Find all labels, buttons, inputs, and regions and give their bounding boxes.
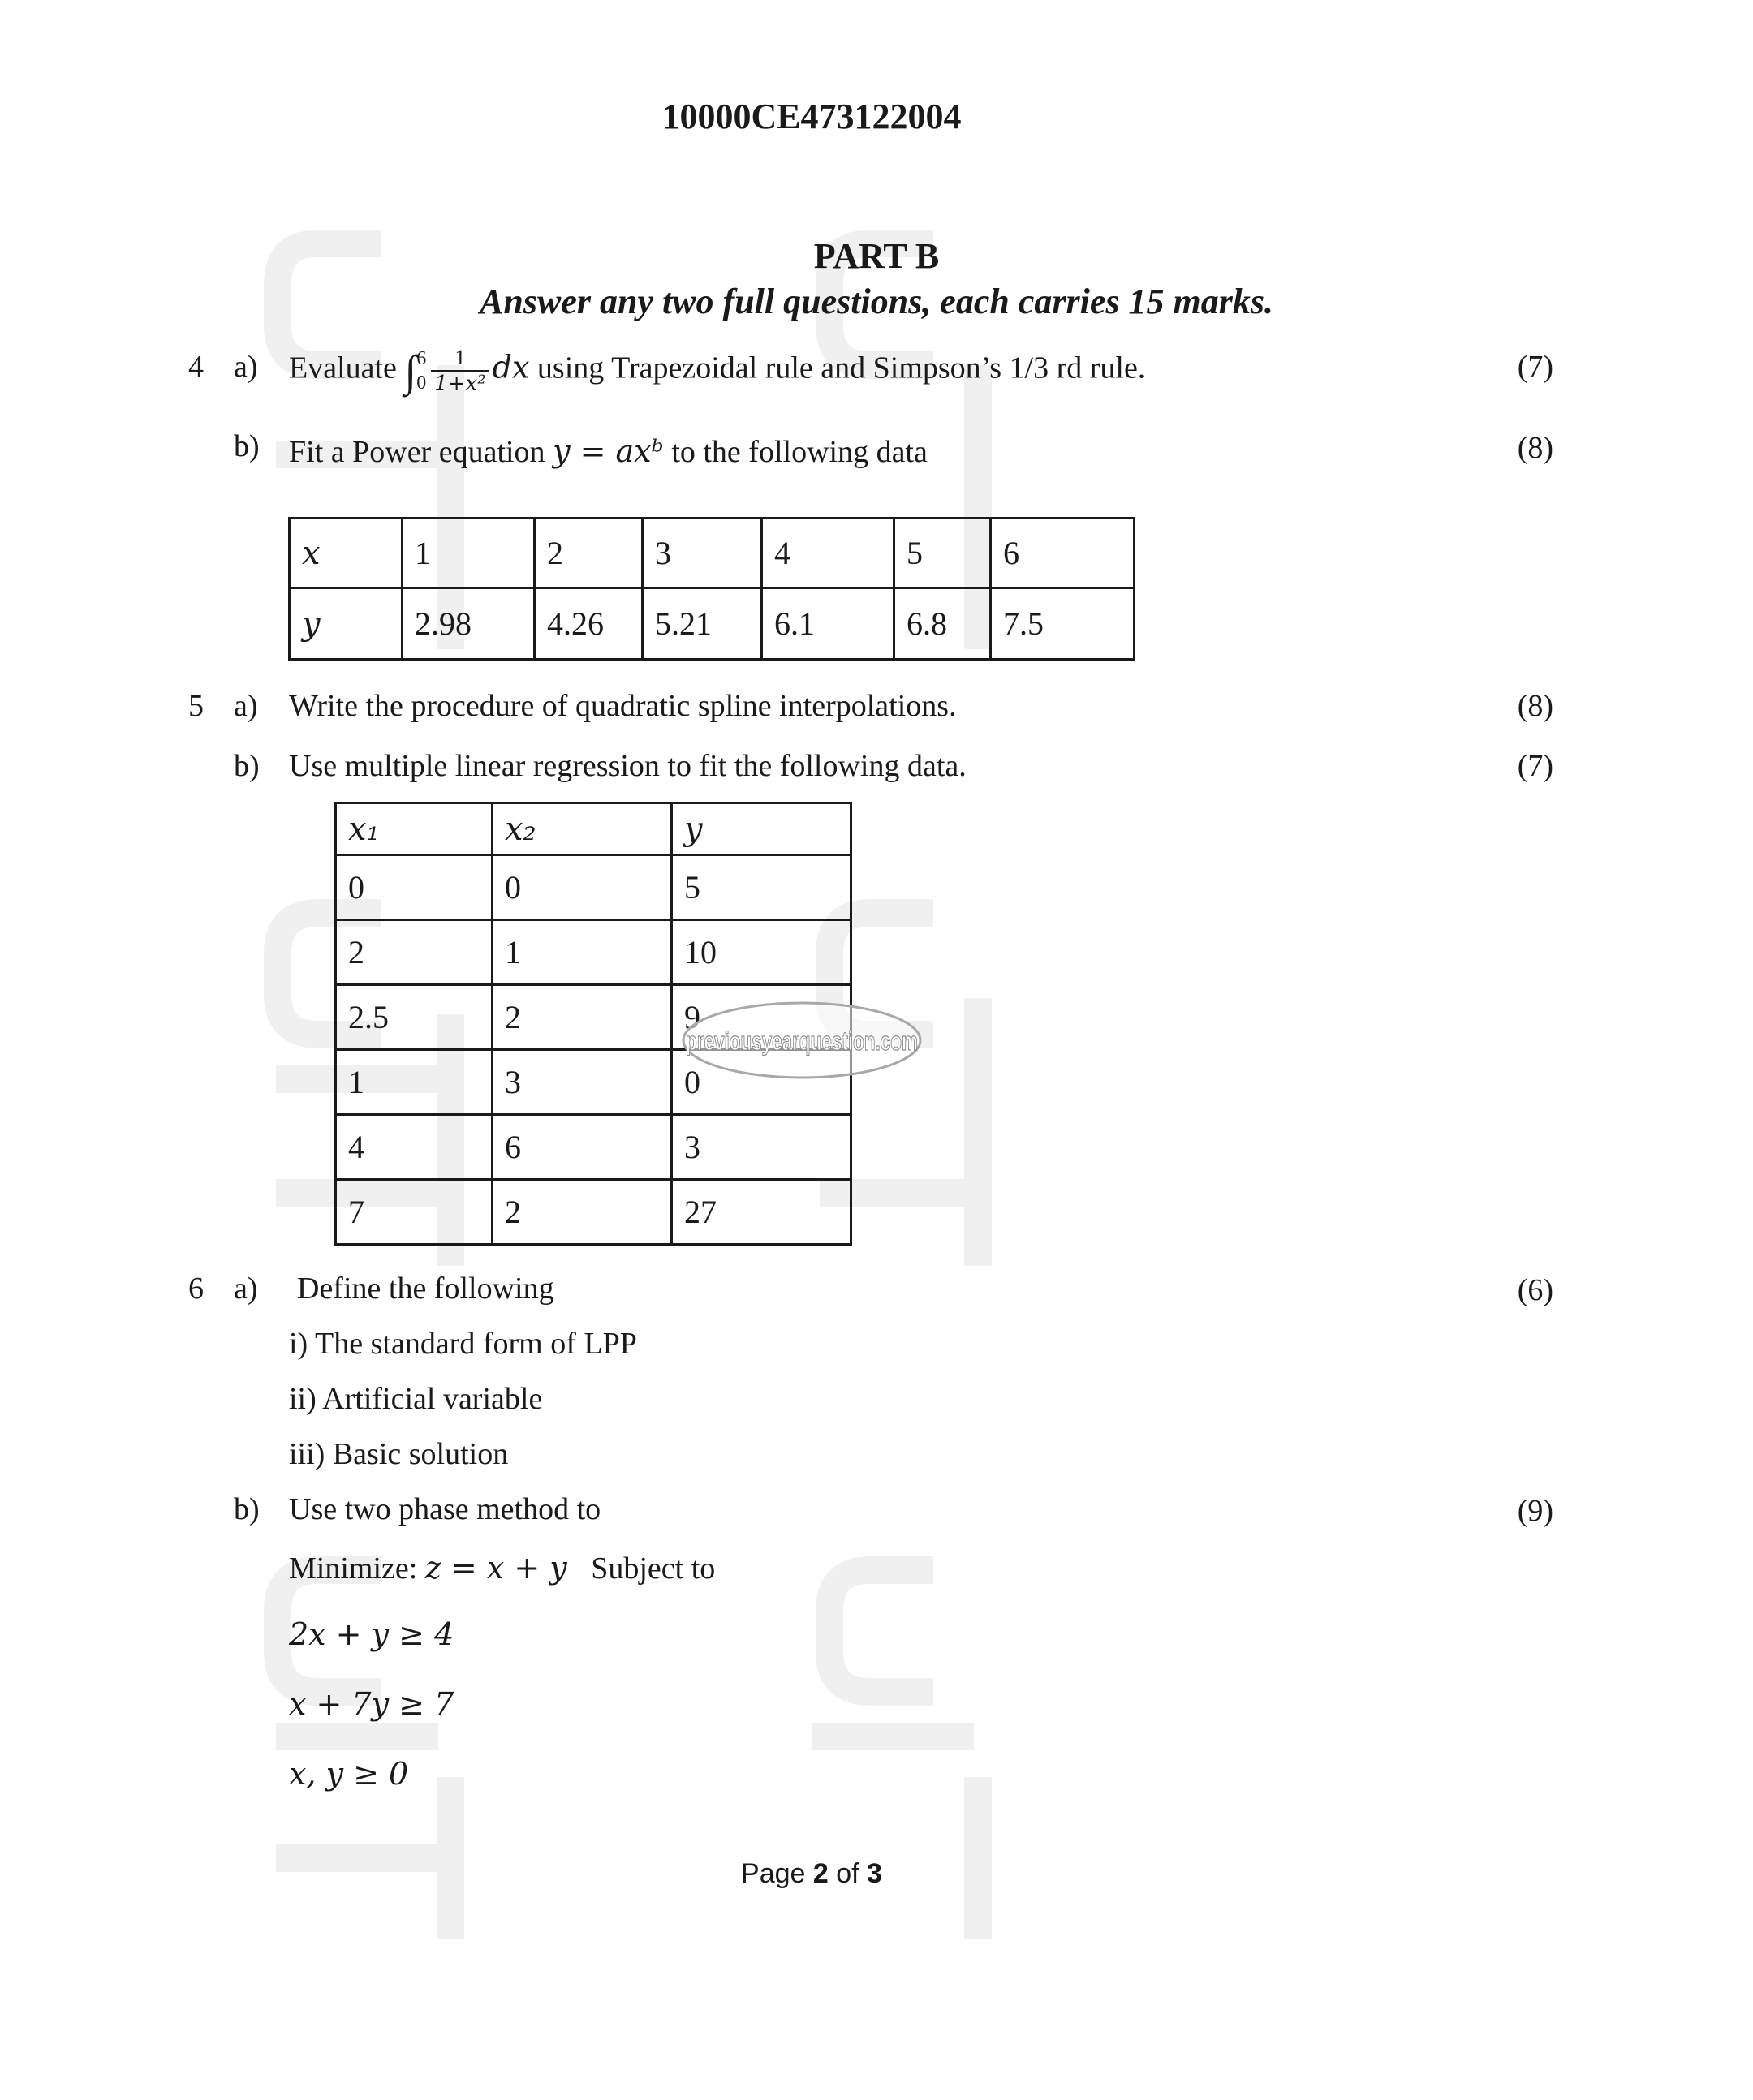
q4a-text (289, 346, 1145, 396)
q6b-objective-line (289, 1550, 715, 1586)
q5b-label: b) (234, 749, 260, 783)
footer-prefix: Page (741, 1858, 813, 1889)
q4b-suffix: to the following data (671, 435, 928, 469)
table-row (336, 920, 851, 985)
table-cell: 2 (493, 1180, 672, 1245)
q4b-marks: (8) (1517, 431, 1553, 465)
table-cell: 3 (672, 1115, 851, 1180)
footer-middle: of (828, 1858, 868, 1889)
table-cell: 2 (493, 985, 672, 1050)
q6a-marks: (6) (1517, 1273, 1553, 1307)
question-number-6: 6 (188, 1272, 204, 1306)
part-title: PART B (813, 236, 940, 276)
table-cell: 0 (336, 855, 493, 920)
objective-function: z = x + y (424, 1550, 567, 1586)
table-cell: 3 (643, 519, 762, 588)
site-stamp-watermark (680, 1000, 924, 1081)
table-cell: 9 (672, 985, 851, 1050)
integral-sign-icon: ∫ (404, 346, 417, 395)
table-cell: 7 (336, 1180, 493, 1245)
question-number-5: 5 (188, 689, 204, 723)
table-row (336, 1115, 851, 1180)
footer-total-pages: 3 (867, 1858, 882, 1889)
q5a-text: Write the procedure of quadratic spline interpolations. (289, 689, 957, 723)
page-footer (0, 1858, 1623, 1890)
table-row (290, 588, 1135, 660)
footer-current-page: 2 (812, 1858, 829, 1889)
integral-upper-limit: 6 (416, 348, 427, 369)
table-cell: 2.98 (403, 588, 535, 660)
table-cell: 2.5 (336, 985, 493, 1050)
table-cell: 4 (336, 1115, 493, 1180)
table-header-cell: y (672, 803, 851, 855)
table-cell: 3 (493, 1050, 672, 1115)
integral-limits (416, 346, 426, 395)
table-cell: y (290, 588, 403, 660)
table-cell: 1 (403, 519, 535, 588)
table-cell: 5 (894, 519, 991, 588)
q5b-marks: (7) (1517, 749, 1553, 783)
table-cell: 6 (991, 519, 1135, 588)
q5a-label: a) (234, 689, 258, 723)
q6a-item: i) The standard form of LPP (289, 1327, 637, 1361)
q4b-prefix: Fit a Power equation (289, 435, 545, 469)
table-cell: x (290, 519, 403, 588)
table-cell: 4.26 (535, 588, 643, 660)
q6a-text: Define the following (297, 1272, 554, 1306)
q5a-marks: (8) (1517, 689, 1553, 723)
q6b-text: Use two phase method to (289, 1492, 601, 1526)
q4a-prefix: Evaluate (289, 351, 397, 385)
table-cell: 10 (672, 920, 851, 985)
q4b-text (289, 433, 928, 470)
objective-suffix: Subject to (591, 1551, 716, 1586)
objective-prefix: Minimize: (289, 1551, 418, 1586)
table-header-row (336, 803, 851, 855)
table-cell: 27 (672, 1180, 851, 1245)
table-row (290, 519, 1135, 588)
q4a-suffix: using Trapezoidal rule and Simpson’s 1/3 rd rule. (536, 351, 1146, 385)
q5b-text: Use multiple linear regression to fit the following data. (289, 749, 967, 783)
paper-code: 10000CE473122004 (661, 97, 962, 136)
table-cell: 1 (336, 1050, 493, 1115)
q4a-marks: (7) (1517, 350, 1553, 384)
table-row (336, 1180, 851, 1245)
q6b-label: b) (234, 1492, 260, 1526)
table-cell: 6.8 (894, 588, 991, 660)
integral-lower-limit: 0 (416, 372, 427, 394)
question-number-4: 4 (188, 350, 204, 384)
constraint: x, y ≥ 0 (289, 1756, 409, 1792)
constraint: x + 7y ≥ 7 (289, 1686, 454, 1722)
q4b-label: b) (234, 429, 260, 463)
integrand-fraction (431, 346, 489, 396)
integral-differential: dx (492, 349, 530, 385)
table-cell: 6 (493, 1115, 672, 1180)
integrand-numerator: 1 (431, 346, 489, 372)
q6a-label: a) (234, 1272, 258, 1306)
table-cell: 5 (672, 855, 851, 920)
table-cell: 7.5 (991, 588, 1135, 660)
constraint: 2x + y ≥ 4 (289, 1616, 454, 1652)
table-cell: 2 (535, 519, 643, 588)
table-row (336, 855, 851, 920)
integrand-denominator: 1+x² (434, 372, 486, 396)
q4-data-table (288, 517, 1135, 661)
table-header-cell: x₁ (336, 803, 493, 855)
q6b-marks: (9) (1517, 1494, 1553, 1528)
table-cell: 0 (672, 1050, 851, 1115)
part-instruction: Answer any two full questions, each carries 15 marks. (480, 282, 1273, 321)
site-stamp-text: previousyearquestion.com (686, 1026, 918, 1056)
power-equation: y = axᵇ (553, 433, 664, 469)
table-header-cell: x₂ (493, 803, 672, 855)
table-cell: 6.1 (762, 588, 894, 660)
q6a-item: iii) Basic solution (289, 1437, 509, 1471)
q6a-item: ii) Artificial variable (289, 1382, 543, 1416)
table-cell: 4 (762, 519, 894, 588)
table-cell: 2 (336, 920, 493, 985)
table-cell: 5.21 (643, 588, 762, 660)
q4a-label: a) (234, 350, 258, 384)
table-cell: 0 (493, 855, 672, 920)
table-cell: 1 (493, 920, 672, 985)
